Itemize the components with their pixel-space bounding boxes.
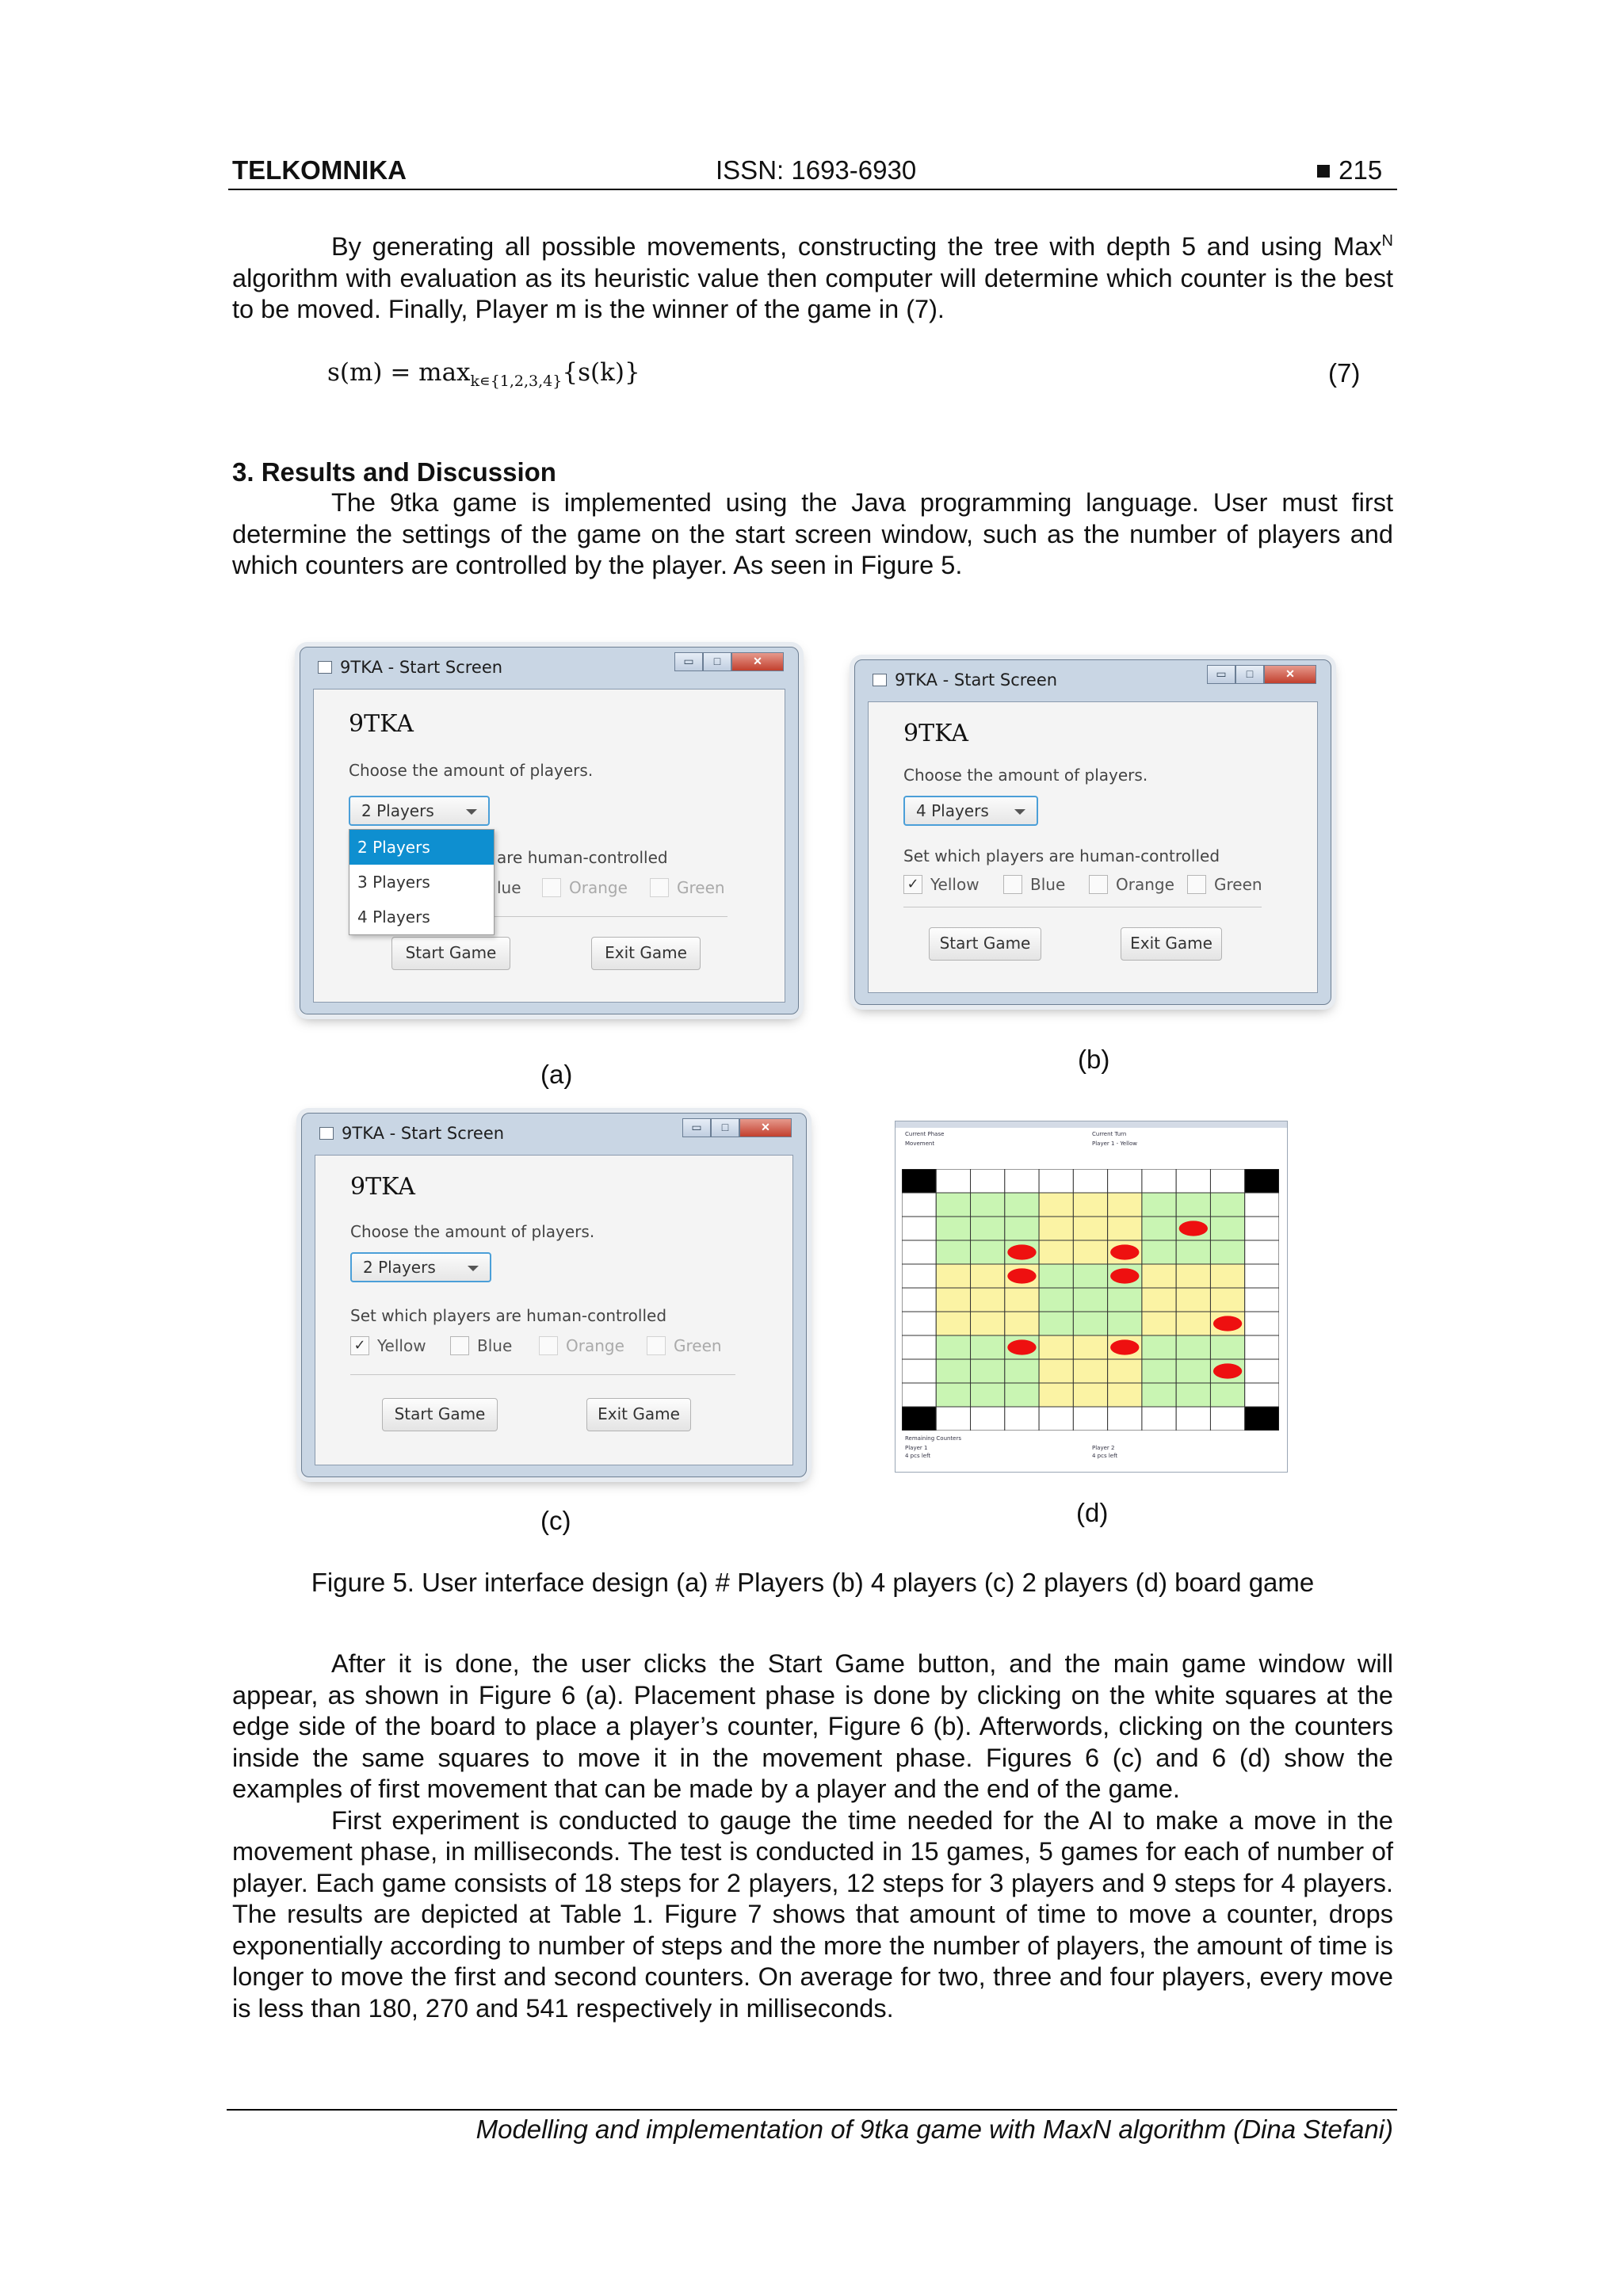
board-square[interactable] — [1245, 1240, 1279, 1264]
paragraph-1: After it is done, the user clicks the Start Game button, and the main game window will appear, as shown in Figure 6 (a). Placement phase is done by clicking on the white squares at the edge side of the board to place a player’s counter, Figure 6 (b). Afterwords, clicking on the counters inside the same squares to move it in the movement phase. Figures 6 (c) and 6 (d) show the examples of first movement that can be made by a player and the end of the game. — [232, 1649, 1393, 1803]
dropdown-option-2-players[interactable]: 2 Players — [349, 830, 494, 865]
checkbox-orange[interactable]: Orange — [539, 1336, 624, 1355]
app-window-icon — [873, 674, 887, 686]
set-human-label: Set which players are human-controlled — [903, 846, 1220, 865]
board-square[interactable] — [971, 1217, 1005, 1240]
checkbox-blue[interactable]: Blue — [1003, 875, 1065, 894]
board-square[interactable] — [1039, 1407, 1073, 1431]
window-client-area — [313, 689, 785, 1003]
checkbox-green[interactable]: Green — [1187, 875, 1262, 894]
board-square[interactable] — [1005, 1407, 1039, 1431]
board-square[interactable] — [902, 1217, 936, 1240]
board-square[interactable] — [936, 1169, 970, 1193]
checkbox-box — [539, 1336, 558, 1355]
results-paragraphs — [232, 1648, 1393, 2024]
window-client-area — [315, 1155, 793, 1465]
board-square[interactable] — [1142, 1240, 1176, 1264]
board-square[interactable] — [971, 1335, 1005, 1359]
subfigure-label-c: (c) — [540, 1506, 571, 1535]
player-counter[interactable] — [1110, 1268, 1139, 1283]
checkbox-box — [1187, 875, 1206, 894]
dropdown-option-4-players[interactable]: 4 Players — [357, 907, 430, 926]
checkbox-orange[interactable]: Orange — [1089, 875, 1174, 894]
window-titlebar — [318, 655, 502, 679]
board-square[interactable] — [1245, 1335, 1279, 1359]
board-titlebar — [896, 1121, 1287, 1128]
board-square[interactable] — [1176, 1240, 1210, 1264]
board-square[interactable] — [1005, 1193, 1039, 1217]
board-square[interactable] — [1176, 1193, 1210, 1217]
combo-value: 2 Players — [363, 1258, 436, 1277]
app-title: 9TKA — [350, 1173, 415, 1201]
board-square[interactable] — [971, 1240, 1005, 1264]
board-square[interactable] — [1073, 1335, 1107, 1359]
minimize-button[interactable]: ▭ — [1207, 665, 1235, 684]
maximize-button[interactable]: □ — [711, 1118, 739, 1137]
board-square[interactable] — [936, 1335, 970, 1359]
exit-game-button[interactable]: Exit Game — [586, 1398, 691, 1431]
remaining-label: Remaining Counters — [905, 1435, 962, 1442]
app-title: 9TKA — [903, 720, 968, 747]
turn-label: Current Turn — [1092, 1131, 1127, 1137]
board-square[interactable] — [1245, 1169, 1279, 1193]
board-square[interactable] — [902, 1240, 936, 1264]
page-number-value: 215 — [1338, 155, 1383, 185]
section-heading: 3. Results and Discussion — [232, 457, 556, 487]
players-combobox[interactable] — [903, 796, 1038, 826]
board-square[interactable] — [1210, 1240, 1244, 1264]
check-icon: ✓ — [350, 1336, 369, 1355]
players-combobox[interactable] — [350, 1252, 491, 1282]
board-square[interactable] — [1245, 1407, 1279, 1431]
choose-players-label: Choose the amount of players. — [903, 766, 1148, 785]
running-header-issn: ISSN: 1693-6930 — [716, 155, 917, 185]
window-titlebar — [873, 668, 1057, 692]
players-combobox[interactable] — [349, 796, 490, 826]
player-counter[interactable] — [1110, 1244, 1139, 1259]
board-square[interactable] — [1245, 1288, 1279, 1312]
board-square[interactable] — [1176, 1169, 1210, 1193]
close-button[interactable]: ✕ — [731, 652, 784, 671]
board-square[interactable] — [1039, 1288, 1073, 1312]
minimize-button[interactable]: ▭ — [682, 1118, 711, 1137]
section-paragraph — [232, 487, 1393, 582]
window-titlebar — [319, 1121, 504, 1145]
paragraph-2: First experiment is conducted to gauge the time needed for the AI to make a move in the movement phase, in milliseconds. The test is conducted in 15 games, 5 games for each of number of player. Each game consists of 18 steps for 2 players, 12 steps for 3 players and 9 steps for 4 players. The results are depicted at Table 1. Figure 7 shows that amount of time to move a counter, drops exponentially according to number of steps and the more the number of players, the amount of time is longer to move the first and second counters. On average for two, three and four players, every move is less than 180, 270 and 541 respectively in milliseconds. — [232, 1805, 1393, 2023]
board-square[interactable] — [1210, 1169, 1244, 1193]
board-square[interactable] — [1039, 1264, 1073, 1288]
board-square[interactable] — [902, 1383, 936, 1407]
minimize-button[interactable]: ▭ — [674, 652, 703, 671]
window-title: 9TKA - Start Screen — [895, 670, 1058, 690]
checkbox-box — [1003, 875, 1022, 894]
board-square[interactable] — [1245, 1264, 1279, 1288]
equation-subscript: k∊{1,2,3,4} — [470, 372, 563, 391]
board-square[interactable] — [936, 1288, 970, 1312]
player-counter[interactable] — [1110, 1339, 1139, 1354]
board-square[interactable] — [1039, 1240, 1073, 1264]
board-square[interactable] — [1142, 1169, 1176, 1193]
maximize-button[interactable]: □ — [1235, 665, 1264, 684]
player-counter[interactable] — [1179, 1221, 1208, 1236]
board-square[interactable] — [936, 1383, 970, 1407]
player-counter[interactable] — [1007, 1244, 1036, 1259]
checkbox-green[interactable]: Green — [647, 1336, 722, 1355]
choose-players-label: Choose the amount of players. — [350, 1222, 595, 1241]
window-title: 9TKA - Start Screen — [342, 1124, 505, 1143]
board-square[interactable] — [1039, 1335, 1073, 1359]
turn-value: Player 1 - Yellow — [1092, 1140, 1137, 1147]
board-square[interactable] — [1108, 1407, 1142, 1431]
board-square[interactable] — [1210, 1335, 1244, 1359]
board-square[interactable] — [1073, 1169, 1107, 1193]
board-square[interactable] — [1210, 1288, 1244, 1312]
board-square[interactable] — [1176, 1407, 1210, 1431]
board-status-footer — [902, 1435, 1281, 1467]
board-square[interactable] — [1245, 1312, 1279, 1335]
board-square[interactable] — [1210, 1383, 1244, 1407]
player2-remaining: 4 pcs left — [1092, 1453, 1118, 1459]
board-square[interactable] — [1245, 1217, 1279, 1240]
board-square[interactable] — [902, 1407, 936, 1431]
app-window-icon — [318, 661, 332, 674]
page-marker: ■ — [1316, 155, 1331, 185]
player-counter[interactable] — [1213, 1363, 1242, 1378]
section-text: The 9tka game is implemented using the Java programming language. User must first determine the settings of the game on the start screen window, such as the number of players and which counters are controlled by the player. As seen in Figure 5. — [232, 488, 1393, 579]
start-game-button[interactable]: Start Game — [929, 927, 1041, 961]
subfigure-label-a: (a) — [540, 1060, 573, 1089]
maximize-button[interactable]: □ — [703, 652, 731, 671]
board-square[interactable] — [1005, 1169, 1039, 1193]
set-human-label: Set which players are human-controlled — [350, 1306, 667, 1325]
board-square[interactable] — [1005, 1217, 1039, 1240]
board-square[interactable] — [1073, 1383, 1107, 1407]
board-square[interactable] — [936, 1264, 970, 1288]
board-square[interactable] — [971, 1312, 1005, 1335]
subfigure-label-b: (b) — [1078, 1045, 1110, 1074]
checkbox-yellow[interactable]: ✓ Yellow — [350, 1336, 426, 1355]
combo-value: 4 Players — [916, 801, 989, 820]
board-square[interactable] — [902, 1312, 936, 1335]
board-square[interactable] — [971, 1193, 1005, 1217]
board-square[interactable] — [1108, 1169, 1142, 1193]
board-square[interactable] — [1142, 1335, 1176, 1359]
checkbox-orange[interactable]: Orange — [542, 878, 628, 897]
board-square[interactable] — [971, 1383, 1005, 1407]
combo-value: 2 Players — [361, 801, 434, 820]
chevron-down-icon — [1014, 809, 1025, 815]
start-game-button[interactable]: Start Game — [382, 1398, 498, 1431]
checkbox-box — [647, 1336, 666, 1355]
board-square[interactable] — [1210, 1217, 1244, 1240]
start-screen-window-a — [300, 647, 799, 1014]
board-square[interactable] — [1039, 1169, 1073, 1193]
app-window-icon — [319, 1127, 334, 1140]
chevron-down-icon — [466, 809, 477, 815]
board-square[interactable] — [1073, 1217, 1107, 1240]
board-square[interactable] — [1039, 1383, 1073, 1407]
board-square[interactable] — [1142, 1288, 1176, 1312]
board-square[interactable] — [971, 1264, 1005, 1288]
board-square[interactable] — [936, 1407, 970, 1431]
board-square[interactable] — [1142, 1407, 1176, 1431]
equation-rhs: {s(k)} — [562, 358, 640, 387]
board-square[interactable] — [1245, 1193, 1279, 1217]
board-square[interactable] — [1005, 1359, 1039, 1383]
board-square[interactable] — [1142, 1312, 1176, 1335]
close-button[interactable]: ✕ — [739, 1118, 792, 1137]
app-title: 9TKA — [349, 710, 414, 738]
board-square[interactable] — [1108, 1193, 1142, 1217]
board-square[interactable] — [1176, 1359, 1210, 1383]
set-human-label-partial: are human-controlled — [497, 848, 668, 867]
board-square[interactable] — [902, 1264, 936, 1288]
board-square[interactable] — [1176, 1288, 1210, 1312]
page-number — [1316, 155, 1382, 185]
board-square[interactable] — [936, 1240, 970, 1264]
exit-game-button[interactable]: Exit Game — [1121, 927, 1222, 961]
board-square[interactable] — [971, 1407, 1005, 1431]
board-square[interactable] — [1039, 1359, 1073, 1383]
players-dropdown-list — [349, 829, 495, 935]
board-square[interactable] — [1005, 1383, 1039, 1407]
footer-rule — [227, 2109, 1397, 2111]
board-square[interactable] — [902, 1359, 936, 1383]
board-square[interactable] — [1176, 1383, 1210, 1407]
board-square[interactable] — [1176, 1312, 1210, 1335]
board-square[interactable] — [936, 1312, 970, 1335]
player1-label: Player 1 — [905, 1445, 928, 1451]
header-rule — [228, 189, 1397, 190]
board-square[interactable] — [1073, 1193, 1107, 1217]
running-header-journal: TELKOMNIKA — [232, 155, 407, 185]
phase-label: Current Phase — [905, 1131, 945, 1137]
chevron-down-icon — [468, 1266, 479, 1271]
subfigure-label-d: (d) — [1076, 1498, 1109, 1527]
figure-caption: Figure 5. User interface design (a) # Players (b) 4 players (c) 2 players (d) board game — [311, 1568, 1315, 1597]
checkbox-blue[interactable]: Blue — [450, 1336, 512, 1355]
player1-remaining: 4 pcs left — [905, 1453, 931, 1459]
board-square[interactable] — [1176, 1335, 1210, 1359]
checkbox-blue-partial[interactable]: lue — [497, 878, 521, 897]
board-square[interactable] — [1108, 1383, 1142, 1407]
board-square[interactable] — [936, 1193, 970, 1217]
player-counter[interactable] — [1007, 1339, 1036, 1354]
board-square[interactable] — [1142, 1193, 1176, 1217]
board-square[interactable] — [1073, 1264, 1107, 1288]
dropdown-option-3-players[interactable]: 3 Players — [357, 873, 430, 892]
start-game-button[interactable]: Start Game — [391, 937, 510, 970]
board-square[interactable] — [1073, 1407, 1107, 1431]
intro-text-b: algorithm with evaluation as its heuristic value then computer will determine which counter is the best to be moved. Finally, Player m is the winner of the game in (7). — [232, 263, 1393, 323]
game-board[interactable] — [902, 1169, 1279, 1431]
board-status-header — [902, 1131, 1281, 1159]
board-square[interactable] — [1142, 1217, 1176, 1240]
player-counter[interactable] — [1007, 1268, 1036, 1283]
board-square[interactable] — [1039, 1217, 1073, 1240]
board-square[interactable] — [1210, 1193, 1244, 1217]
checkbox-box — [1089, 875, 1108, 894]
board-square[interactable] — [971, 1169, 1005, 1193]
board-square[interactable] — [1073, 1359, 1107, 1383]
intro-paragraph — [232, 231, 1393, 326]
board-square[interactable] — [902, 1335, 936, 1359]
board-square[interactable] — [1005, 1288, 1039, 1312]
board-square[interactable] — [1108, 1217, 1142, 1240]
board-square[interactable] — [1245, 1383, 1279, 1407]
board-square[interactable] — [1210, 1264, 1244, 1288]
board-square[interactable] — [971, 1288, 1005, 1312]
equation-7 — [327, 358, 640, 390]
board-square[interactable] — [902, 1288, 936, 1312]
board-square[interactable] — [1108, 1288, 1142, 1312]
equation-number: (7) — [1328, 358, 1361, 388]
exit-game-button[interactable]: Exit Game — [591, 937, 701, 970]
player2-label: Player 2 — [1092, 1445, 1115, 1451]
intro-sup: N — [1381, 232, 1393, 250]
window-client-area — [868, 701, 1318, 993]
board-square[interactable] — [1108, 1312, 1142, 1335]
equation-lhs: s(m) = max — [327, 358, 471, 387]
start-screen-window-b — [854, 659, 1331, 1005]
intro-text-a: By generating all possible movements, constructing the tree with depth 5 and using Max — [331, 232, 1382, 261]
board-square[interactable] — [902, 1169, 936, 1193]
board-square[interactable] — [1005, 1312, 1039, 1335]
checkbox-box — [542, 878, 561, 897]
running-footer: Modelling and implementation of 9tka game with MaxN algorithm (Dina Stefani) — [475, 2115, 1393, 2144]
board-square[interactable] — [1176, 1264, 1210, 1288]
board-square[interactable] — [1039, 1193, 1073, 1217]
board-square[interactable] — [1073, 1240, 1107, 1264]
board-square[interactable] — [1108, 1359, 1142, 1383]
close-button[interactable]: ✕ — [1264, 665, 1316, 684]
choose-players-label: Choose the amount of players. — [349, 761, 594, 780]
checkbox-box — [450, 1336, 469, 1355]
checkbox-green[interactable]: Green — [650, 878, 725, 897]
player-counter[interactable] — [1213, 1316, 1242, 1331]
board-square[interactable] — [902, 1193, 936, 1217]
board-square[interactable] — [1142, 1383, 1176, 1407]
board-square[interactable] — [1073, 1288, 1107, 1312]
start-screen-window-c — [301, 1113, 807, 1477]
board-square[interactable] — [1245, 1359, 1279, 1383]
phase-value: Movement — [905, 1140, 935, 1147]
check-icon: ✓ — [903, 875, 922, 894]
board-square[interactable] — [1142, 1359, 1176, 1383]
window-title: 9TKA - Start Screen — [340, 658, 503, 677]
board-square[interactable] — [1073, 1312, 1107, 1335]
board-square[interactable] — [971, 1359, 1005, 1383]
separator — [350, 1374, 735, 1375]
board-square[interactable] — [936, 1217, 970, 1240]
board-square[interactable] — [1210, 1407, 1244, 1431]
board-square[interactable] — [1039, 1312, 1073, 1335]
checkbox-box — [650, 878, 669, 897]
board-square[interactable] — [936, 1359, 970, 1383]
board-game-window — [895, 1121, 1288, 1473]
checkbox-yellow[interactable]: ✓ Yellow — [903, 875, 980, 894]
board-square[interactable] — [1142, 1264, 1176, 1288]
